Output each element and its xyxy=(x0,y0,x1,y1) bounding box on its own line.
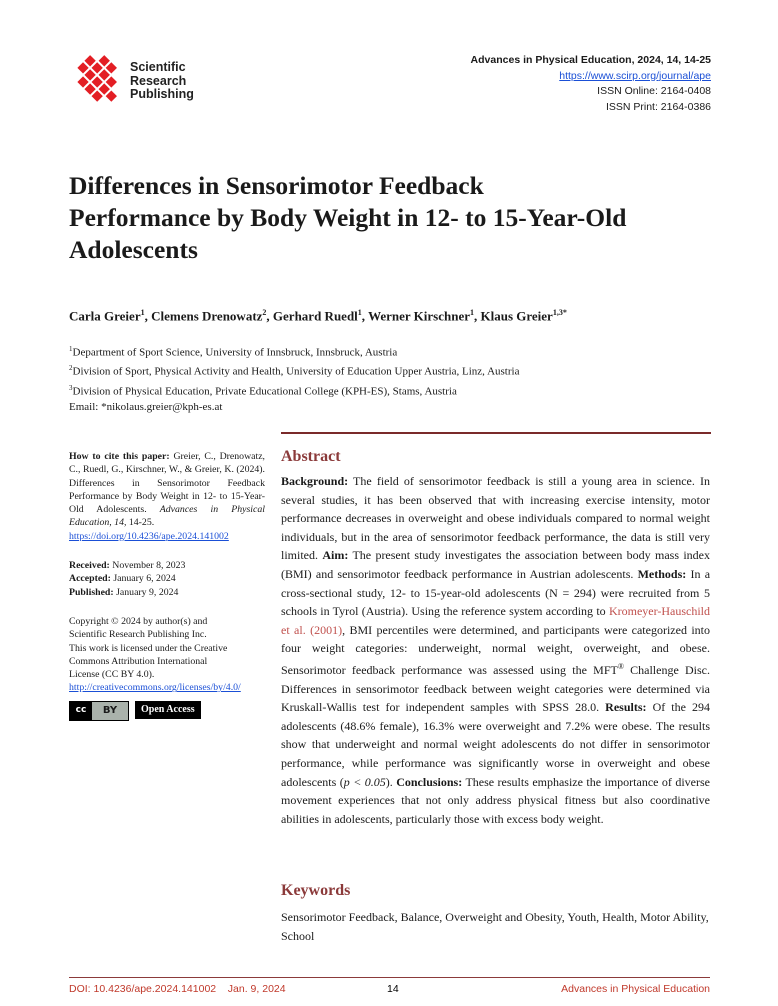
author-name: Gerhard Ruedl xyxy=(272,308,358,324)
author-name: Carla Greier xyxy=(69,308,141,324)
copyright-block: Copyright © 2024 by author(s) and Scientific Research Publishing Inc. This work is licensed under the Creative Commons Attribution International License (CC BY 4.0). http://creativecommons.org/licenses/by/4.0/ xyxy=(69,615,241,694)
publisher-line: Research xyxy=(130,73,187,88)
keywords-heading: Keywords xyxy=(281,882,351,899)
affiliation: $^3$Division of Physical Education, Private Educational College (KPH-ES), Stams, Austria xyxy=(69,383,457,398)
cite-journal: Advances in Physical Education, 14, xyxy=(69,504,265,529)
publisher-name xyxy=(130,61,194,102)
license-badges xyxy=(69,701,265,721)
affiliations xyxy=(69,342,519,415)
keywords-text: Sensorimotor Feedback, Balance, Overweight and Obesity, Youth, Health, Motor Ability, School xyxy=(281,910,709,943)
sidebar xyxy=(69,450,265,721)
affiliation: $^2$Division of Sport, Physical Activity and Health, University of Education Upper Austria, Linz, Austria xyxy=(69,364,520,378)
journal-line: Advances in Physical Education, 2024, 14, 14-25 xyxy=(470,54,711,66)
license-link[interactable]: http://creativecommons.org/licenses/by/4.0/ xyxy=(69,682,241,694)
citation-block xyxy=(69,450,265,543)
author-name: Clemens Drenowatz xyxy=(151,308,263,324)
issn-print: ISSN Print: 2164-0386 xyxy=(605,100,711,113)
cite-doi-link[interactable]: https://doi.org/10.4236/ape.2024.141002 xyxy=(69,530,229,542)
open-access-badge: Open Access xyxy=(135,701,201,719)
author-affil-sup: 1 xyxy=(357,308,362,317)
cite-pages: 14-25. xyxy=(128,517,155,529)
author-affil-sup: 1 xyxy=(140,308,145,317)
published-date: January 9, 2024 xyxy=(116,586,179,598)
cite-label: How to cite this paper: xyxy=(69,451,170,462)
abstract-body: Background: The field of sensorimotor feedback is still a young area in science. In several studies, it has been observed that with increasing exercise intensity, motor performance decreases in overweight and obese individuals compared to normal weight individuals, but in the area of sensorimotor feedback performance, the data is still very limited. Aim: The present study investigates the association between body mass index (BMI) and sensorimotor feedback performance in Austrian adolescents. Methods: In a cross-sectional study, 12- to 15-year-old adolescents (N = 294) were recruited from 5 schools in Tyrol (Austria). Using the reference system according to Kromeyer-Hauschild et al. (2001), BMI percentiles were determined, and participants were categorized into four weight categories: underweight, normal weight, overweight, and obese. Sensorimotor feedback performance was assessed using the MFT® Challenge Disc. Differences in sensorimotor feedback between weight categories were determined via Kruskall-Wallis test for independent samples with SPSS 28.0. Results: Of the 294 adolescents (48.6% female), 16.3% were overweight and 7.2% were obese. The results show that underweight and normal weight adolescents do not differ in sensorimotor performance, while performance was significantly worse in overweight and obese adolescents (p < 0.05). Conclusions: These results emphasize the importance of diverse movement experiences that not only address physical fitness but also coordinative abilities in adolescents, particularly those with excess body weight. xyxy=(281,474,711,826)
cc-by-badge-icon[interactable]: cc BY xyxy=(69,701,129,721)
author-name: Klaus Greier xyxy=(480,308,553,324)
abstract-divider xyxy=(281,432,711,434)
author-name: Werner Kirschner xyxy=(368,308,470,324)
journal-info xyxy=(471,53,711,115)
author-affil-sup: 1,3* xyxy=(552,308,567,317)
author-affil-sup: 1 xyxy=(470,308,474,317)
abstract-heading: Abstract xyxy=(281,448,341,465)
author-affil-sup: 2 xyxy=(262,308,267,317)
publisher-line: Scientific xyxy=(130,60,186,74)
affiliation: $^1$Department of Sport Science, University of Innsbruck, Innsbruck, Austria xyxy=(69,345,398,359)
cite-text: Greier, C., Drenowatz, C., Ruedl, G., Kirschner, W., & Greier, K. (2024). Differences in Sensorimotor Feedback Performance by Body Weight in 12- to 15-Year-Old Adolescents. xyxy=(69,451,266,516)
publisher-line: Publishing xyxy=(130,87,194,101)
footer-doi: DOI: 10.4236/ape.2024.141002 xyxy=(69,983,217,995)
publisher-logo-icon xyxy=(70,52,130,112)
footer-divider xyxy=(69,977,710,978)
page-number: 14 xyxy=(387,983,399,995)
email: Email: *nikolaus.greier@kph-es.at xyxy=(69,400,223,413)
dates-block: Received: November 8, 2023 Accepted: January 6, 2024 Published: January 9, 2024 xyxy=(69,560,186,598)
paper-title: Differences in Sensorimotor Feedback Performance by Body Weight in 12- to 15-Year-Old Adolescents xyxy=(69,171,627,264)
journal-url-link[interactable]: https://www.scirp.org/journal/ape xyxy=(559,69,711,82)
reference-link[interactable]: Kromeyer-Hauschild et al. (2001) xyxy=(281,604,711,637)
footer-date: Jan. 9, 2024 xyxy=(227,983,286,995)
accepted-date: January 6, 2024 xyxy=(113,573,176,585)
footer-journal: Advances in Physical Education xyxy=(561,983,710,995)
author-list: Carla Greier$^1$, Clemens Drenowatz$^2$, Gerhard Ruedl$^1$, Werner Kirschner$^1$, Klaus Greier$^{1,3*}$ xyxy=(69,308,567,324)
received-date: November 8, 2023 xyxy=(112,560,186,572)
issn-online: ISSN Online: 2164-0408 xyxy=(597,85,711,97)
